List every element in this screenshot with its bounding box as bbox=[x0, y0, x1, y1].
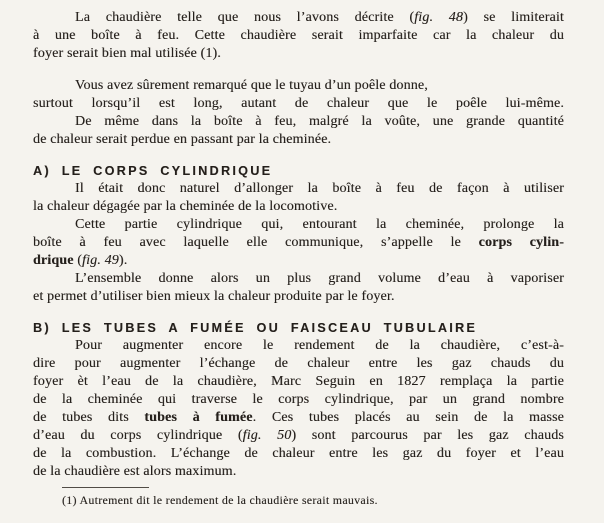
paragraph bbox=[33, 180, 564, 216]
text-segment: foyer èt l’eau de la chaudière, Marc Seguin en 1827 remplaça la partie bbox=[33, 374, 564, 389]
text-line bbox=[33, 77, 564, 95]
text-segment: ) se limiterait bbox=[463, 10, 564, 25]
bold-term: tubes à fumée bbox=[144, 410, 253, 425]
text-segment: d’eau du corps cylindrique ( bbox=[33, 428, 243, 443]
text-segment: La chaudière telle que nous l’avons décrite ( bbox=[75, 10, 415, 25]
footnote-rule bbox=[62, 487, 149, 488]
text-line bbox=[33, 409, 564, 427]
text-line bbox=[33, 9, 564, 27]
text-segment: Pour augmenter encore le rendement de la chaudière, c’est-à- bbox=[75, 338, 564, 353]
text-line bbox=[33, 463, 564, 481]
text-segment: . Ces tubes placés au sein de la masse bbox=[252, 410, 564, 425]
figure-reference: fig. 48 bbox=[414, 10, 464, 25]
paragraph bbox=[33, 9, 564, 63]
text-segment: la chaleur dégagée par la cheminée de la locomotive. bbox=[33, 199, 338, 214]
text-line bbox=[33, 27, 564, 45]
text-line bbox=[33, 391, 564, 409]
section-heading: B) LES TUBES A FUMÉE OU FAISCEAU TUBULAIRE bbox=[33, 321, 478, 335]
text-line bbox=[33, 355, 564, 373]
text-segment: Vous avez sûrement remarqué que le tuyau d’un poêle donne, bbox=[75, 78, 428, 93]
text-line bbox=[33, 252, 564, 270]
text-line bbox=[33, 198, 564, 216]
text-segment: Il était donc naturel d’allonger la boîte à feu de façon à utiliser bbox=[75, 181, 564, 196]
text-segment: L’ensemble donne alors un plus grand volume d’eau à vaporiser bbox=[75, 271, 564, 286]
text-line bbox=[33, 427, 564, 445]
text-line bbox=[33, 337, 564, 355]
text-line bbox=[33, 45, 564, 63]
text-segment: à une boîte à feu. Cette chaudière serait imparfaite car la chaleur du bbox=[33, 28, 564, 43]
text-segment: de tubes dits bbox=[33, 410, 145, 425]
paragraph bbox=[33, 113, 564, 149]
footnote-text: (1) Autrement dit le rendement de la chaudière serait mauvais. bbox=[62, 493, 378, 507]
text-line bbox=[33, 234, 564, 252]
paragraph bbox=[33, 77, 564, 113]
text-segment: De même dans la boîte à feu, malgré la voûte, une grande quantité bbox=[75, 114, 564, 129]
text-line bbox=[33, 95, 564, 113]
text-line bbox=[33, 270, 564, 288]
text-line bbox=[33, 113, 564, 131]
bold-term: drique bbox=[33, 253, 74, 268]
text-line bbox=[33, 180, 564, 198]
figure-reference: fig. 49 bbox=[82, 253, 119, 268]
text-segment: ( bbox=[73, 253, 83, 268]
text-line bbox=[33, 373, 564, 391]
bold-term: corps cylin- bbox=[478, 235, 565, 250]
text-line bbox=[33, 288, 564, 306]
text-segment: Cette partie cylindrique qui, entourant la cheminée, prolonge la bbox=[75, 217, 564, 232]
footnote bbox=[33, 487, 564, 508]
text-line bbox=[33, 216, 564, 234]
text-column bbox=[33, 9, 564, 508]
text-segment: surtout lorsqu’il est long, autant de chaleur que le poêle lui-même. bbox=[33, 96, 564, 111]
text-segment: de la cheminée qui traverse le corps cylindrique, par un grand nombre bbox=[33, 392, 564, 407]
text-line bbox=[33, 131, 564, 149]
paragraph bbox=[33, 337, 564, 481]
text-segment: de la chaudière est alors maximum. bbox=[33, 464, 237, 479]
text-segment: foyer serait bien mal utilisée (1). bbox=[33, 46, 221, 61]
text-segment: ). bbox=[118, 253, 128, 268]
text-segment: ) sont parcourus par les gaz chauds bbox=[291, 428, 564, 443]
figure-reference: fig. 50 bbox=[242, 428, 292, 443]
text-segment: et permet d’utiliser bien mieux la chaleur produite par le foyer. bbox=[33, 289, 395, 304]
paragraph bbox=[33, 270, 564, 306]
text-segment: boîte à feu avec laquelle elle communique, s’appelle le bbox=[33, 235, 479, 250]
text-segment: dire pour augmenter l’échange de chaleur entre les gaz chauds du bbox=[33, 356, 564, 371]
text-line bbox=[33, 445, 564, 463]
paragraph bbox=[33, 216, 564, 270]
text-segment: de la combustion. L’échange de chaleur entre les gaz du foyer et l’eau bbox=[33, 446, 564, 461]
section-heading: A) LE CORPS CYLINDRIQUE bbox=[33, 164, 273, 178]
text-segment: de chaleur serait perdue en passant par la cheminée. bbox=[33, 132, 332, 147]
